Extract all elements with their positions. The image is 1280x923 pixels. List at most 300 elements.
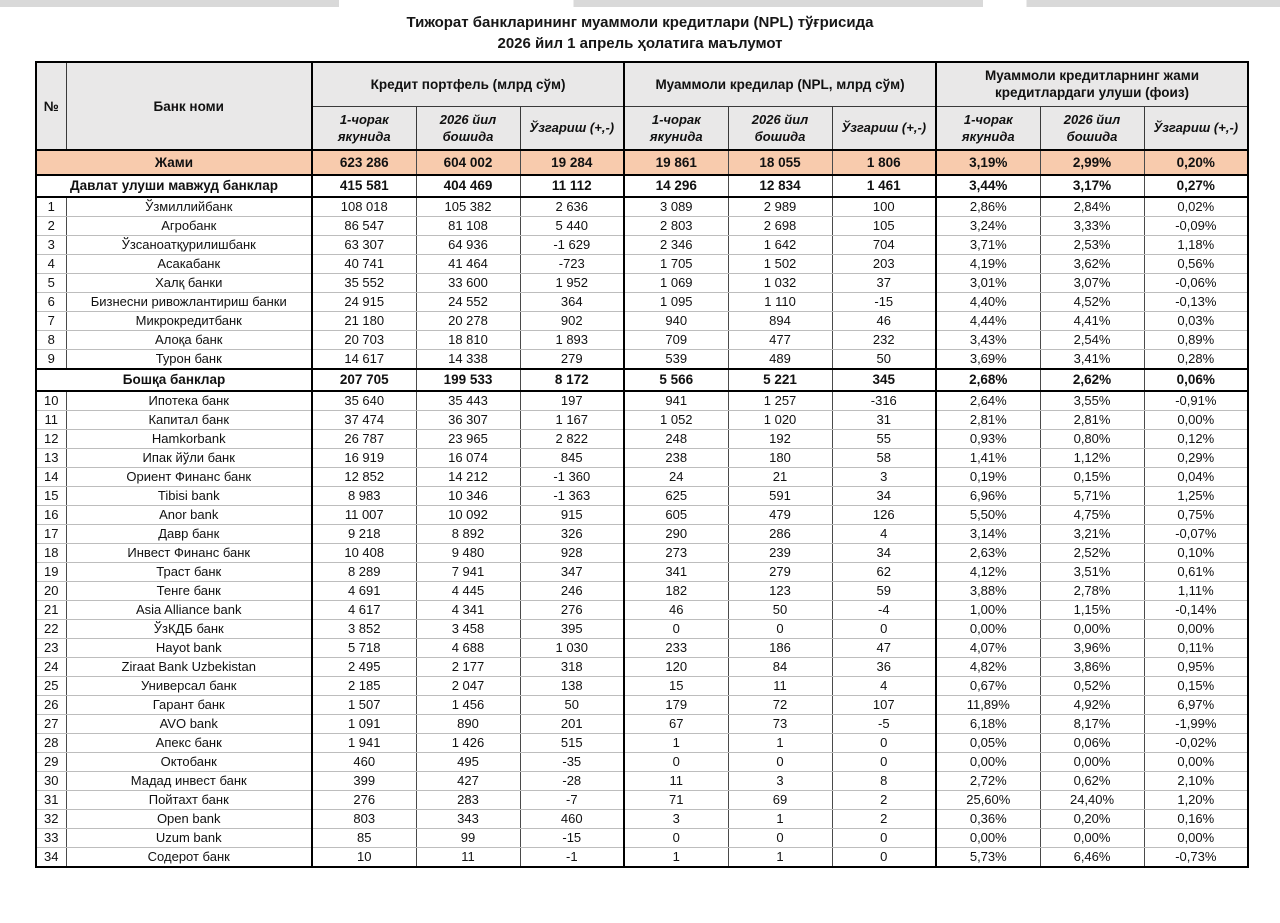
bank-name: Hayot bank [66, 639, 312, 658]
value-cell: 489 [728, 350, 832, 370]
value-cell: 347 [520, 563, 624, 582]
value-cell: 1,25% [1144, 487, 1248, 506]
value-cell: 279 [520, 350, 624, 370]
value-cell: 123 [728, 582, 832, 601]
bank-row [36, 848, 1248, 868]
value-cell: 25,60% [936, 791, 1040, 810]
value-cell: 1 507 [312, 696, 416, 715]
value-cell: 3,17% [1040, 175, 1144, 197]
bank-row [36, 312, 1248, 331]
section-row [36, 175, 1248, 197]
bank-row [36, 563, 1248, 582]
row-number: 16 [36, 506, 66, 525]
value-cell: 3,51% [1040, 563, 1144, 582]
value-cell: 4 445 [416, 582, 520, 601]
value-cell: -15 [520, 829, 624, 848]
row-number: 23 [36, 639, 66, 658]
value-cell: 35 640 [312, 391, 416, 411]
value-cell: 232 [832, 331, 936, 350]
value-cell: 4,82% [936, 658, 1040, 677]
bank-row [36, 772, 1248, 791]
value-cell: 0 [832, 734, 936, 753]
value-cell: 24 [624, 468, 728, 487]
value-cell: 73 [728, 715, 832, 734]
value-cell: 404 469 [416, 175, 520, 197]
value-cell: 4 617 [312, 601, 416, 620]
value-cell: 4 691 [312, 582, 416, 601]
bank-row [36, 582, 1248, 601]
value-cell: 0 [728, 753, 832, 772]
bank-row [36, 255, 1248, 274]
value-cell: 0,04% [1144, 468, 1248, 487]
value-cell: -0,06% [1144, 274, 1248, 293]
bank-name: Агробанк [66, 217, 312, 236]
value-cell: 8,17% [1040, 715, 1144, 734]
row-number: 25 [36, 677, 66, 696]
top-edge-strip [0, 0, 1280, 7]
value-cell: 41 464 [416, 255, 520, 274]
value-cell: 0,00% [1040, 753, 1144, 772]
value-cell: 6,96% [936, 487, 1040, 506]
value-cell: 2,53% [1040, 236, 1144, 255]
value-cell: 0,00% [936, 620, 1040, 639]
value-cell: 2 [832, 810, 936, 829]
value-cell: 0,28% [1144, 350, 1248, 370]
value-cell: 19 284 [520, 150, 624, 175]
section-label: Давлат улуши мавжуд банклар [36, 175, 312, 197]
value-cell: 915 [520, 506, 624, 525]
value-cell: 2 185 [312, 677, 416, 696]
row-number: 28 [36, 734, 66, 753]
value-cell: 0,27% [1144, 175, 1248, 197]
value-cell: -4 [832, 601, 936, 620]
value-cell: 0,80% [1040, 430, 1144, 449]
value-cell: 2 [832, 791, 936, 810]
bank-row [36, 293, 1248, 312]
value-cell: 186 [728, 639, 832, 658]
row-number: 21 [36, 601, 66, 620]
value-cell: 2,52% [1040, 544, 1144, 563]
report-title-line2: 2026 йил 1 апрель ҳолатига маълумот [497, 35, 783, 52]
value-cell: 495 [416, 753, 520, 772]
bank-name: Пойтахт банк [66, 791, 312, 810]
value-cell: -15 [832, 293, 936, 312]
value-cell: 81 108 [416, 217, 520, 236]
value-cell: 105 382 [416, 197, 520, 217]
value-cell: 1 461 [832, 175, 936, 197]
value-cell: 10 408 [312, 544, 416, 563]
value-cell: 0 [832, 753, 936, 772]
col-group-credit-portfolio: Кредит портфель (млрд сўм) [312, 62, 624, 106]
value-cell: 0,06% [1144, 369, 1248, 391]
value-cell: 604 002 [416, 150, 520, 175]
bank-name: Ziraat Bank Uzbekistan [66, 658, 312, 677]
bank-row [36, 620, 1248, 639]
value-cell: 1 941 [312, 734, 416, 753]
value-cell: 100 [832, 197, 936, 217]
value-cell: 2 989 [728, 197, 832, 217]
value-cell: 11 [416, 848, 520, 868]
value-cell: 0,00% [1144, 753, 1248, 772]
bank-name: Траст банк [66, 563, 312, 582]
value-cell: 11 [624, 772, 728, 791]
bank-name: Алоқа банк [66, 331, 312, 350]
value-cell: -0,14% [1144, 601, 1248, 620]
row-number: 22 [36, 620, 66, 639]
value-cell: 326 [520, 525, 624, 544]
bank-name: Октобанк [66, 753, 312, 772]
value-cell: 72 [728, 696, 832, 715]
bank-row [36, 350, 1248, 370]
value-cell: 4,19% [936, 255, 1040, 274]
value-cell: 3,33% [1040, 217, 1144, 236]
bank-row [36, 487, 1248, 506]
bank-name: Асакабанк [66, 255, 312, 274]
value-cell: 107 [832, 696, 936, 715]
value-cell: 1,11% [1144, 582, 1248, 601]
value-cell: 890 [416, 715, 520, 734]
value-cell: 3,96% [1040, 639, 1144, 658]
value-cell: 279 [728, 563, 832, 582]
bank-row [36, 791, 1248, 810]
value-cell: 0 [624, 829, 728, 848]
bank-row [36, 658, 1248, 677]
value-cell: 0,56% [1144, 255, 1248, 274]
value-cell: 3,24% [936, 217, 1040, 236]
bank-row [36, 639, 1248, 658]
value-cell: 34 [832, 544, 936, 563]
bank-name: Anor bank [66, 506, 312, 525]
value-cell: -28 [520, 772, 624, 791]
value-cell: 21 [728, 468, 832, 487]
value-cell: 0,75% [1144, 506, 1248, 525]
value-cell: 0,02% [1144, 197, 1248, 217]
value-cell: -1 363 [520, 487, 624, 506]
value-cell: 34 [832, 487, 936, 506]
value-cell: 5 566 [624, 369, 728, 391]
value-cell: 20 703 [312, 331, 416, 350]
row-number: 12 [36, 430, 66, 449]
value-cell: 8 [832, 772, 936, 791]
value-cell: 1 952 [520, 274, 624, 293]
value-cell: 6,18% [936, 715, 1040, 734]
subcol-change: Ўзгариш (+,-) [832, 106, 936, 150]
value-cell: 50 [728, 601, 832, 620]
value-cell: 8 892 [416, 525, 520, 544]
value-cell: 3 [624, 810, 728, 829]
value-cell: 138 [520, 677, 624, 696]
value-cell: 395 [520, 620, 624, 639]
value-cell: 427 [416, 772, 520, 791]
value-cell: -0,13% [1144, 293, 1248, 312]
table-container [35, 61, 1246, 868]
row-number: 27 [36, 715, 66, 734]
value-cell: 1 893 [520, 331, 624, 350]
value-cell: 0 [728, 620, 832, 639]
value-cell: 0,00% [1144, 411, 1248, 430]
value-cell: 31 [832, 411, 936, 430]
value-cell: 515 [520, 734, 624, 753]
value-cell: 59 [832, 582, 936, 601]
value-cell: 3,14% [936, 525, 1040, 544]
row-number: 32 [36, 810, 66, 829]
value-cell: 1 705 [624, 255, 728, 274]
value-cell: 2,54% [1040, 331, 1144, 350]
value-cell: 10 092 [416, 506, 520, 525]
value-cell: 2,81% [1040, 411, 1144, 430]
value-cell: 0,19% [936, 468, 1040, 487]
value-cell: 0,93% [936, 430, 1040, 449]
value-cell: 2 698 [728, 217, 832, 236]
value-cell: 0,20% [1040, 810, 1144, 829]
value-cell: 0,05% [936, 734, 1040, 753]
value-cell: 0,00% [1144, 620, 1248, 639]
value-cell: -7 [520, 791, 624, 810]
row-number: 26 [36, 696, 66, 715]
value-cell: 591 [728, 487, 832, 506]
value-cell: 3,69% [936, 350, 1040, 370]
value-cell: 8 289 [312, 563, 416, 582]
value-cell: 180 [728, 449, 832, 468]
value-cell: 0,00% [1144, 829, 1248, 848]
value-cell: 4,44% [936, 312, 1040, 331]
bank-row [36, 525, 1248, 544]
col-header-number: № [36, 62, 66, 150]
value-cell: 179 [624, 696, 728, 715]
bank-row [36, 274, 1248, 293]
value-cell: -0,91% [1144, 391, 1248, 411]
value-cell: 0,00% [936, 753, 1040, 772]
section-row [36, 369, 1248, 391]
value-cell: 4,75% [1040, 506, 1144, 525]
bank-name: Мадад инвест банк [66, 772, 312, 791]
value-cell: 2,10% [1144, 772, 1248, 791]
bank-name: ЎзКДБ банк [66, 620, 312, 639]
value-cell: 1,00% [936, 601, 1040, 620]
report-title [0, 12, 1280, 54]
value-cell: 21 180 [312, 312, 416, 331]
value-cell: 24,40% [1040, 791, 1144, 810]
value-cell: 4,52% [1040, 293, 1144, 312]
value-cell: 1 052 [624, 411, 728, 430]
value-cell: 16 919 [312, 449, 416, 468]
bank-name: Тенге банк [66, 582, 312, 601]
value-cell: 341 [624, 563, 728, 582]
value-cell: 24 915 [312, 293, 416, 312]
value-cell: 0 [832, 620, 936, 639]
row-number: 4 [36, 255, 66, 274]
bank-name: Ипак йўли банк [66, 449, 312, 468]
bank-row [36, 391, 1248, 411]
bank-name: Содерот банк [66, 848, 312, 868]
subcol-q1-end: 1-чорак якунида [936, 106, 1040, 150]
subcol-year-start: 2026 йил бошида [1040, 106, 1144, 150]
value-cell: 64 936 [416, 236, 520, 255]
value-cell: 343 [416, 810, 520, 829]
value-cell: 2,99% [1040, 150, 1144, 175]
value-cell: 3 089 [624, 197, 728, 217]
row-number: 13 [36, 449, 66, 468]
value-cell: 11 [728, 677, 832, 696]
value-cell: 5 440 [520, 217, 624, 236]
value-cell: 40 741 [312, 255, 416, 274]
bank-name: Ипотека банк [66, 391, 312, 411]
value-cell: 1,20% [1144, 791, 1248, 810]
bank-name: Uzum bank [66, 829, 312, 848]
value-cell: 318 [520, 658, 624, 677]
value-cell: 2 636 [520, 197, 624, 217]
value-cell: 47 [832, 639, 936, 658]
value-cell: 126 [832, 506, 936, 525]
value-cell: 63 307 [312, 236, 416, 255]
value-cell: 14 212 [416, 468, 520, 487]
bank-row [36, 696, 1248, 715]
value-cell: 105 [832, 217, 936, 236]
bank-name: Давр банк [66, 525, 312, 544]
value-cell: 15 [624, 677, 728, 696]
value-cell: 50 [520, 696, 624, 715]
value-cell: 1 095 [624, 293, 728, 312]
value-cell: 1,15% [1040, 601, 1144, 620]
value-cell: 5,73% [936, 848, 1040, 868]
value-cell: 11 007 [312, 506, 416, 525]
value-cell: 50 [832, 350, 936, 370]
row-number: 33 [36, 829, 66, 848]
value-cell: 18 055 [728, 150, 832, 175]
value-cell: 1 032 [728, 274, 832, 293]
value-cell: 46 [624, 601, 728, 620]
value-cell: 35 443 [416, 391, 520, 411]
value-cell: 623 286 [312, 150, 416, 175]
bank-row [36, 677, 1248, 696]
value-cell: 3,21% [1040, 525, 1144, 544]
value-cell: 2,63% [936, 544, 1040, 563]
value-cell: 1 [624, 848, 728, 868]
value-cell: 2,84% [1040, 197, 1144, 217]
value-cell: 0 [832, 829, 936, 848]
value-cell: 3,19% [936, 150, 1040, 175]
value-cell: 3,62% [1040, 255, 1144, 274]
bank-name: Ўзсаноатқурилишбанк [66, 236, 312, 255]
value-cell: 85 [312, 829, 416, 848]
value-cell: 2,72% [936, 772, 1040, 791]
value-cell: 1 642 [728, 236, 832, 255]
value-cell: 0,61% [1144, 563, 1248, 582]
value-cell: 201 [520, 715, 624, 734]
subcol-change: Ўзгариш (+,-) [1144, 106, 1248, 150]
value-cell: 0,03% [1144, 312, 1248, 331]
value-cell: 345 [832, 369, 936, 391]
value-cell: 36 [832, 658, 936, 677]
bank-row [36, 506, 1248, 525]
row-number: 10 [36, 391, 66, 411]
row-number: 15 [36, 487, 66, 506]
col-header-bank-name: Банк номи [66, 62, 312, 150]
subcol-q1-end: 1-чорак якунида [312, 106, 416, 150]
value-cell: 0,15% [1144, 677, 1248, 696]
value-cell: 2 346 [624, 236, 728, 255]
value-cell: 11 112 [520, 175, 624, 197]
value-cell: 84 [728, 658, 832, 677]
row-number: 24 [36, 658, 66, 677]
value-cell: -0,73% [1144, 848, 1248, 868]
bank-row [36, 829, 1248, 848]
value-cell: 248 [624, 430, 728, 449]
value-cell: 1,18% [1144, 236, 1248, 255]
value-cell: 6,97% [1144, 696, 1248, 715]
value-cell: 2,62% [1040, 369, 1144, 391]
value-cell: 3,41% [1040, 350, 1144, 370]
bank-row [36, 715, 1248, 734]
value-cell: 4,92% [1040, 696, 1144, 715]
value-cell: 2,81% [936, 411, 1040, 430]
value-cell: -35 [520, 753, 624, 772]
value-cell: 902 [520, 312, 624, 331]
value-cell: 10 346 [416, 487, 520, 506]
row-number: 9 [36, 350, 66, 370]
bank-row [36, 734, 1248, 753]
value-cell: 14 338 [416, 350, 520, 370]
value-cell: 1 257 [728, 391, 832, 411]
value-cell: 3,55% [1040, 391, 1144, 411]
value-cell: 0,36% [936, 810, 1040, 829]
value-cell: -1 360 [520, 468, 624, 487]
value-cell: 0,00% [936, 829, 1040, 848]
value-cell: 192 [728, 430, 832, 449]
value-cell: 625 [624, 487, 728, 506]
value-cell: 3,88% [936, 582, 1040, 601]
bank-name: Бизнесни ривожлантириш банки [66, 293, 312, 312]
col-group-npl-share: Муаммоли кредитларнинг жами кредитлардаги улуши (фоиз) [936, 62, 1248, 106]
value-cell: 0,10% [1144, 544, 1248, 563]
bank-row [36, 331, 1248, 350]
value-cell: 1,41% [936, 449, 1040, 468]
bank-name: Микрокредитбанк [66, 312, 312, 331]
row-number: 5 [36, 274, 66, 293]
bank-name: Халқ банки [66, 274, 312, 293]
value-cell: 3,71% [936, 236, 1040, 255]
value-cell: 709 [624, 331, 728, 350]
value-cell: 2 047 [416, 677, 520, 696]
row-number: 29 [36, 753, 66, 772]
report-title-line1: Тижорат банкларининг муаммоли кредитлари (NPL) тўғрисида [406, 14, 874, 31]
value-cell: 71 [624, 791, 728, 810]
value-cell: 1 167 [520, 411, 624, 430]
bank-row [36, 468, 1248, 487]
value-cell: 0,89% [1144, 331, 1248, 350]
value-cell: 2,64% [936, 391, 1040, 411]
value-cell: 5,50% [936, 506, 1040, 525]
subcol-year-start: 2026 йил бошида [728, 106, 832, 150]
col-group-npl: Муаммоли кредилар (NPL, млрд сўм) [624, 62, 936, 106]
row-number: 19 [36, 563, 66, 582]
value-cell: 2,78% [1040, 582, 1144, 601]
npl-table [35, 61, 1249, 868]
row-number: 1 [36, 197, 66, 217]
value-cell: 7 941 [416, 563, 520, 582]
value-cell: 1 [728, 734, 832, 753]
value-cell: 399 [312, 772, 416, 791]
value-cell: 67 [624, 715, 728, 734]
value-cell: 1 806 [832, 150, 936, 175]
value-cell: 4 688 [416, 639, 520, 658]
value-cell: 4,41% [1040, 312, 1144, 331]
value-cell: 479 [728, 506, 832, 525]
value-cell: 0,52% [1040, 677, 1144, 696]
value-cell: 0 [624, 620, 728, 639]
value-cell: 19 861 [624, 150, 728, 175]
value-cell: 46 [832, 312, 936, 331]
